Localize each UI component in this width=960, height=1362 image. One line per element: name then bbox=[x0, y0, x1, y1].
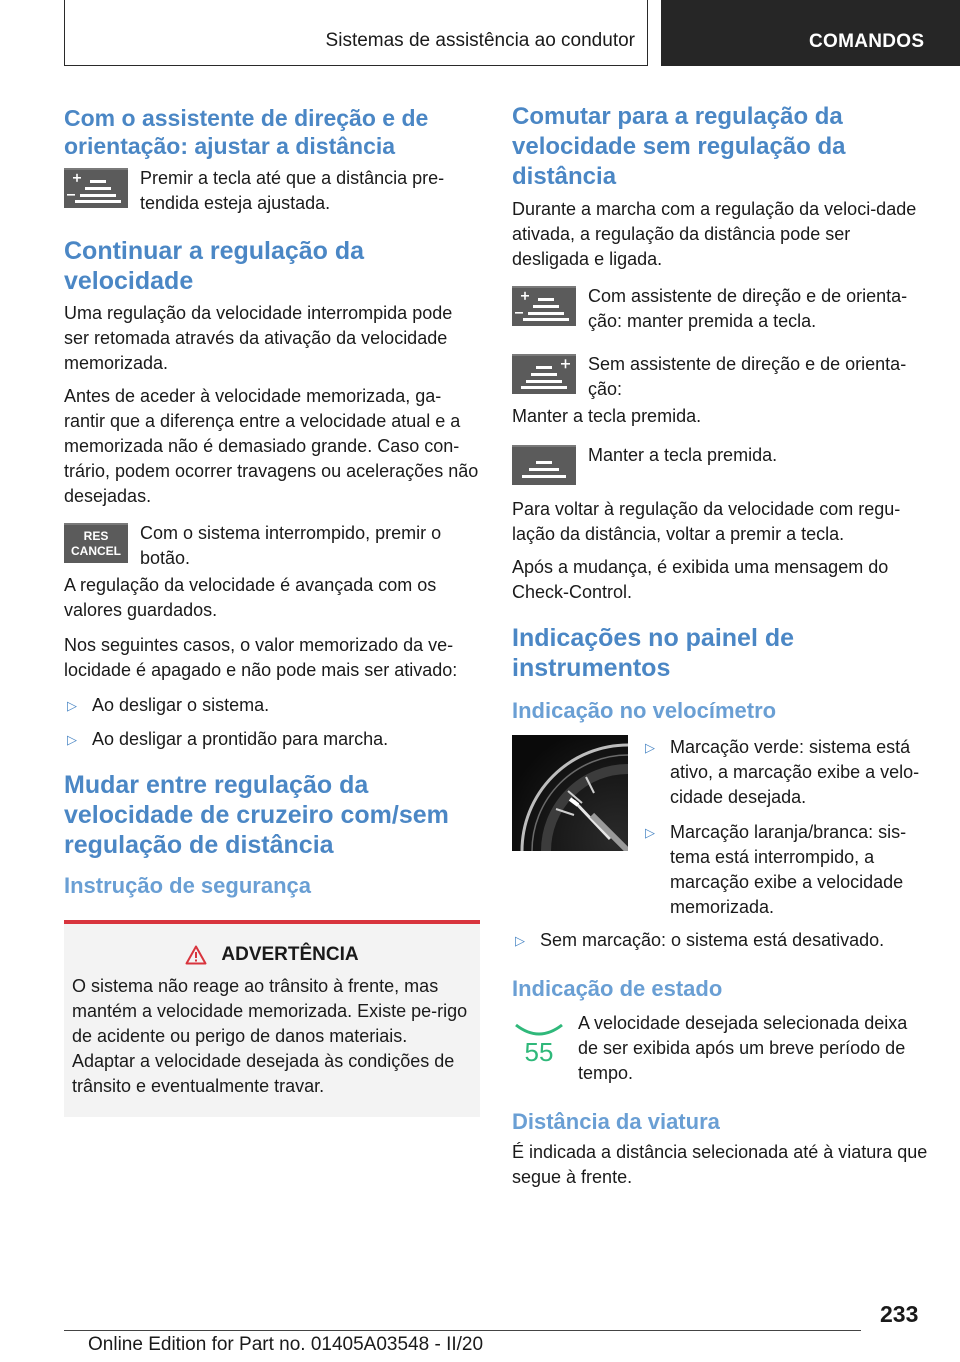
case-item bbox=[64, 727, 480, 752]
continue-paragraph-2: Antes de aceder à velocidade memorizada, ga-rantir que a diferença entre a velocidade atual e a memorizada não é demasiado grande. Caso con-trário, podem ocorrer travagens ou acelerações não desejadas. bbox=[64, 386, 479, 506]
res-cancel-text: Com o sistema interrompido, premir o botão. bbox=[140, 523, 442, 568]
state-number: 55 bbox=[524, 1037, 554, 1067]
adjust-distance-row bbox=[64, 166, 480, 216]
bullet-triangle-icon: ▷ bbox=[67, 698, 77, 713]
left-column bbox=[64, 102, 480, 1117]
after-paragraph: Após a mudança, é exibida uma mensagem do Check-Control. bbox=[512, 557, 889, 602]
header-chapter-tab bbox=[661, 0, 960, 66]
adjust-distance-text: Premir a tecla até que a distância pre-tendida esteja ajustada. bbox=[140, 168, 445, 213]
res-key-label: RES bbox=[83, 529, 109, 543]
bullet-triangle-icon: ▷ bbox=[515, 933, 525, 948]
hold-key-text-1: Manter a tecla premida. bbox=[512, 406, 702, 426]
return-paragraph: Para voltar à regulação da velocidade com regu-lação da distância, voltar a premir a tecla. bbox=[512, 499, 901, 544]
heading-safety-note: Instrução de segurança bbox=[64, 873, 311, 898]
with-assist-text: Com assistente de direção e de orienta-ção: manter premida a tecla. bbox=[588, 286, 908, 331]
heading-speedometer: Indicação no velocímetro bbox=[512, 698, 777, 723]
heading-switch-modes: Mudar entre regulação da velocidade de cruzeiro com/sem regulação de distância bbox=[64, 771, 449, 859]
without-assist-row bbox=[512, 352, 928, 402]
state-row bbox=[512, 1011, 928, 1086]
bullet-triangle-icon: ▷ bbox=[645, 825, 655, 840]
distance-key-icon bbox=[64, 168, 128, 208]
cancel-key-label: CANCEL bbox=[71, 544, 121, 558]
speed-state-icon bbox=[512, 1013, 566, 1067]
hold-key-text-2: Manter a tecla premida. bbox=[588, 445, 778, 465]
speedometer-image bbox=[512, 735, 628, 851]
header-section-title: Sistemas de assistência ao condutor bbox=[325, 30, 635, 51]
heading-distance: Distância da viatura bbox=[512, 1109, 720, 1134]
warning-header bbox=[72, 944, 472, 966]
continue-paragraph-1: Uma regulação da velocidade interrompida pode ser retomada através da ativação da velocidade memorizada. bbox=[64, 303, 453, 373]
distance-bars-key-icon bbox=[512, 445, 576, 485]
case-item bbox=[64, 693, 480, 718]
speedo-item-text: Marcação laranja/branca: sis-tema está interrompido, a marcação exibe a velocidade memorizada. bbox=[670, 822, 907, 917]
bullet-triangle-icon: ▷ bbox=[67, 732, 77, 747]
case-item-text: Ao desligar a prontidão para marcha. bbox=[92, 729, 389, 749]
heading-state: Indicação de estado bbox=[512, 976, 723, 1001]
speedo-item-last-text: Sem marcação: o sistema está desativado. bbox=[540, 930, 885, 950]
with-assist-row bbox=[512, 284, 928, 334]
hold-key-row bbox=[512, 443, 928, 485]
speedo-item bbox=[642, 735, 928, 810]
state-text: A velocidade desejada selecionada deixa de ser exibida após um breve período de tempo. bbox=[578, 1013, 908, 1083]
header-chapter-title: COMANDOS bbox=[809, 31, 925, 52]
heading-commute: Comutar para a regulação da velocidade sem regulação da distância bbox=[512, 103, 846, 190]
header-section-box bbox=[64, 0, 648, 66]
warning-text: O sistema não reage ao trânsito à frente, mas mantém a velocidade memorizada. Existe pe-rigo de acidente ou perigo de danos materiais. Adaptar a velocidade desejada às condições de trânsito e eventualmente travar. bbox=[72, 976, 468, 1096]
res-cancel-result: A regulação da velocidade é avançada com os valores guardados. bbox=[64, 575, 437, 620]
heading-adjust-distance: Com o assistente de direção e de orientação: ajustar a distância bbox=[64, 105, 429, 159]
case-item-text: Ao desligar o sistema. bbox=[92, 695, 270, 715]
speedometer-items bbox=[642, 735, 928, 920]
page-number: 233 bbox=[880, 1301, 919, 1327]
footer-edition: Online Edition for Part no. 01405A03548 - II/20 bbox=[88, 1334, 484, 1355]
warning-triangle-icon bbox=[185, 945, 207, 965]
heading-indications: Indicações no painel de instrumentos bbox=[512, 624, 795, 682]
footer-divider bbox=[64, 1330, 861, 1331]
speedo-item-last bbox=[512, 928, 928, 953]
warning-box bbox=[64, 920, 480, 1117]
warning-title: ADVERTÊNCIA bbox=[221, 944, 359, 965]
bullet-triangle-icon: ▷ bbox=[645, 740, 655, 755]
distance-plus-key-icon bbox=[512, 354, 576, 394]
heading-continue-speed: Continuar a regulação da velocidade bbox=[64, 237, 365, 295]
speedo-item bbox=[642, 820, 928, 920]
res-cancel-key-icon bbox=[64, 523, 128, 563]
res-cancel-row bbox=[64, 521, 480, 571]
speedo-item-text: Marcação verde: sistema está ativo, a marcação exibe a velo-cidade desejada. bbox=[670, 737, 920, 807]
distance-key-icon bbox=[512, 286, 576, 326]
cases-intro: Nos seguintes casos, o valor memorizado da ve-locidade é apagado e não pode mais ser ativado: bbox=[64, 635, 458, 680]
without-assist-text: Sem assistente de direção e de orienta-ção: bbox=[588, 354, 907, 399]
right-column bbox=[512, 102, 928, 1190]
distance-text: É indicada a distância selecionada até à viatura que segue à frente. bbox=[512, 1142, 928, 1187]
speedometer-row bbox=[512, 735, 928, 920]
commute-paragraph: Durante a marcha com a regulação da veloci-dade ativada, a regulação da distância pode ser desligada e ligada. bbox=[512, 199, 917, 269]
